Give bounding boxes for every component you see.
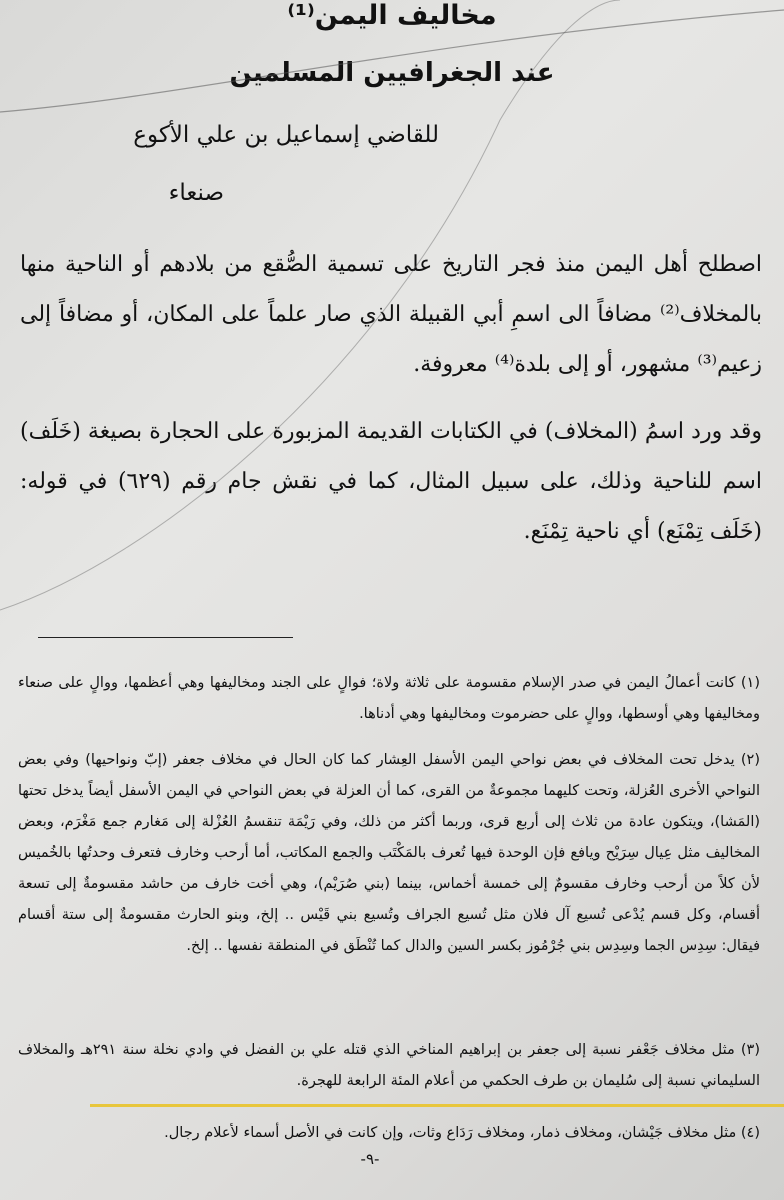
footnote: (٤) مثل مخلاف جَيْشان، ومخلاف ذمار، ومخلاف رَدَاع وثات، وإن كانت في الأصل أسماء لأعلام رجال. xyxy=(164,1125,760,1141)
footnote: (١) كانت أعمالُ اليمن في صدر الإسلام مقسومة على ثلاثة ولاة؛ فوالٍ على الجند ومخاليفها وهي أعظمها، ووالٍ على صنعاء ومخاليفها وهي أوسطها، ووالٍ على حضرموت ومخاليفها وهي أدناها. xyxy=(18,675,760,722)
highlight-line xyxy=(90,1104,784,1107)
document-title: مخاليف اليمن⁽¹⁾ xyxy=(287,0,497,31)
page-number: -٩- xyxy=(360,1150,380,1168)
author-line: للقاضي إسماعيل بن علي الأكوع xyxy=(133,122,439,148)
footnote: (٢) يدخل تحت المخلاف في بعض نواحي اليمن الأسفل العِشار كما كان الحال في مخلاف جعفر (إبّ ونواحيها) وفي بعض النواحي الأخرى العُزلة، وتحت كليهما مجموعةٌ من القرى، كما أن العزلة في بعض النواحي في اليمن الأسفل أيضاً يدخل تحتها (المَشا)، ويتكون عادة من ثلاث إلى أربع قرى، وربما أكثر من ذلك، وفي رَيْمَة تنقسمُ العُزْلة إلى مَغارم جمع مَغْرَم، وبعض المخاليف مثل عِيال سِرَيْح ويافع فإن الوحدة فيها تُعرف بالمَكْتَب والجمع المكاتب، أما أرحب وخارف فتعرف وحدتُها بالخُميس لأن كلاً من أرحب وخارف مقسومٌ إلى خمسة أخماس، بينما (بني صُرَيْم)، وهي أخت خارف من حاشد مقسومةٌ إلى تسعة أقسام، وكل قسم يُدْعى تُسيع آل فلان مثل تُسيع الجراف وتُسيع بني قَيْس .. إلخ، وبنو الحارث مقسومةٌ إلى ستة أقسام فيقال: سِدِس الجما وسِدِس بني جُرْمُوز بكسر السين والدال كما تُنْطَق في المنطقة نفسها .. إلخ. xyxy=(18,752,760,954)
document-subtitle: عند الجغرافيين المسلمين xyxy=(229,58,555,88)
body-paragraph: وقد ورد اسمُ (المخلاف) في الكتابات القديمة المزبورة على الحجارة بصيغة (خَلَف) اسم للناحية وذلك، على سبيل المثال، كما في نقش جام رقم (٦٢٩) في قوله: (خَلَف تِمْنَع) أي ناحية تِمْنَع. xyxy=(20,419,762,544)
footnote: (٣) مثل مخلاف جَعْفر نسبة إلى جعفر بن إبراهيم المناخي الذي قتله علي بن الفضل في وادي نخلة سنة ٢٩١هـ والمخلاف السليماني نسبة إلى سُليمان بن طرف الحكمي من أعلام المئة الرابعة للهجرة. xyxy=(18,1042,760,1089)
body-paragraph: اصطلح أهل اليمن منذ فجر التاريخ على تسمية الصُّقع من بلادهم أو الناحية منها بالمخلاف⁽²⁾ مضافاً الى اسمِ أبي القبيلة الذي صار علماً على المكان، أو مضافاً إلى زعيم⁽³⁾ مشهور، أو إلى بلدة⁽⁴⁾ معروفة. xyxy=(20,252,762,377)
footnote-divider xyxy=(38,637,293,638)
city-line: صنعاء xyxy=(168,180,224,206)
